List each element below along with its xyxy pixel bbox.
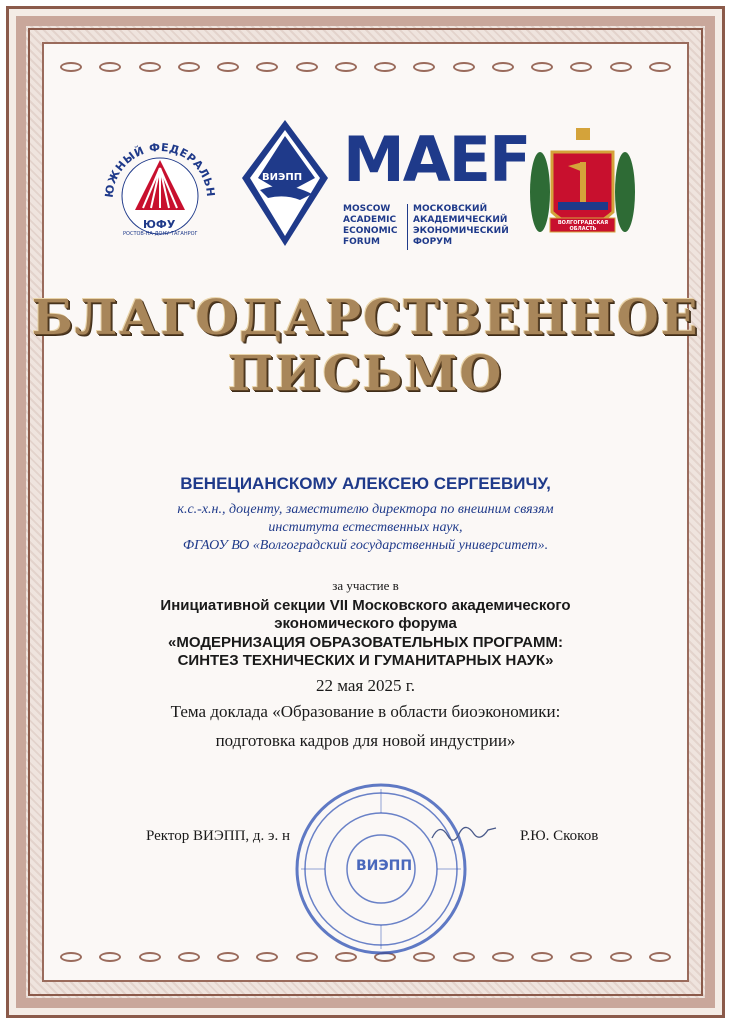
viepp-logo (240, 118, 330, 248)
event-line-2: экономического форума (274, 615, 457, 632)
yufu-ring-text: ЮЖНЫЙ ФЕДЕРАЛЬН (102, 140, 218, 199)
topic-line-1: Тема доклада «Образование в области биоэкономики: (170, 702, 561, 721)
event-line-4: СИНТЕЗ ТЕХНИЧЕСКИХ И ГУМАНИТАРНЫХ НАУК» (177, 652, 554, 669)
yufu-city: РОСТОВ-НА-ДОНУ·ТАГАНРОГ (123, 231, 198, 237)
maef-russian-name: МОСКОВСКИЙ АКАДЕМИЧЕСКИЙ ЭКОНОМИЧЕСКИЙ ФОРУМ (413, 204, 509, 247)
stamp-center-text: ВИЭПП (356, 858, 413, 874)
event-line-1: Инициативной секции VII Московского академического (160, 597, 571, 614)
yufu-abbr: ЮФУ (143, 218, 176, 231)
recipient-name: ВЕНЕЦИАНСКОМУ АЛЕКСЕЮ СЕРГЕЕВИЧУ, (180, 474, 551, 493)
event-date: 22 мая 2025 г. (315, 676, 416, 695)
recipient-credentials-2: института естественных наук, (268, 520, 463, 535)
title-line-1: БЛАГОДАРСТВЕННОЕ (31, 290, 700, 346)
recipient-credentials-1: к.с.-х.н., доценту, заместителю директора по внешним связям (177, 502, 554, 517)
recipient-credentials-3: ФГАОУ ВО «Волгоградский государственный университет». (182, 538, 549, 553)
participation-text: за участие в (332, 578, 399, 593)
maef-mark: MAEF (343, 123, 530, 196)
logos-row (95, 118, 655, 258)
maef-english-name: MOSCOW ACADEMIC ECONOMIC FORUM (343, 204, 398, 247)
volgograd-coat-of-arms (520, 122, 645, 252)
title-line-2: ПИСЬМО (227, 346, 504, 402)
viepp-label: ВИЭПП (262, 172, 303, 183)
maef-logo (343, 120, 530, 260)
topic-line-2: подготовка кадров для новой индустрии» (215, 731, 516, 750)
handwritten-signature (430, 818, 500, 848)
signatory-name: Р.Ю. Скоков (520, 828, 599, 844)
event-line-3: «МОДЕРНИЗАЦИЯ ОБРАЗОВАТЕЛЬНЫХ ПРОГРАММ: (168, 634, 563, 651)
signatory-position: Ректор ВИЭПП, д. э. н (146, 828, 291, 844)
region-ribbon-text: ВОЛГОГРАДСКАЯ ОБЛАСТЬ (557, 220, 609, 232)
yufu-logo (95, 128, 225, 258)
ornament-row-top (60, 58, 671, 76)
official-stamp (292, 780, 470, 958)
